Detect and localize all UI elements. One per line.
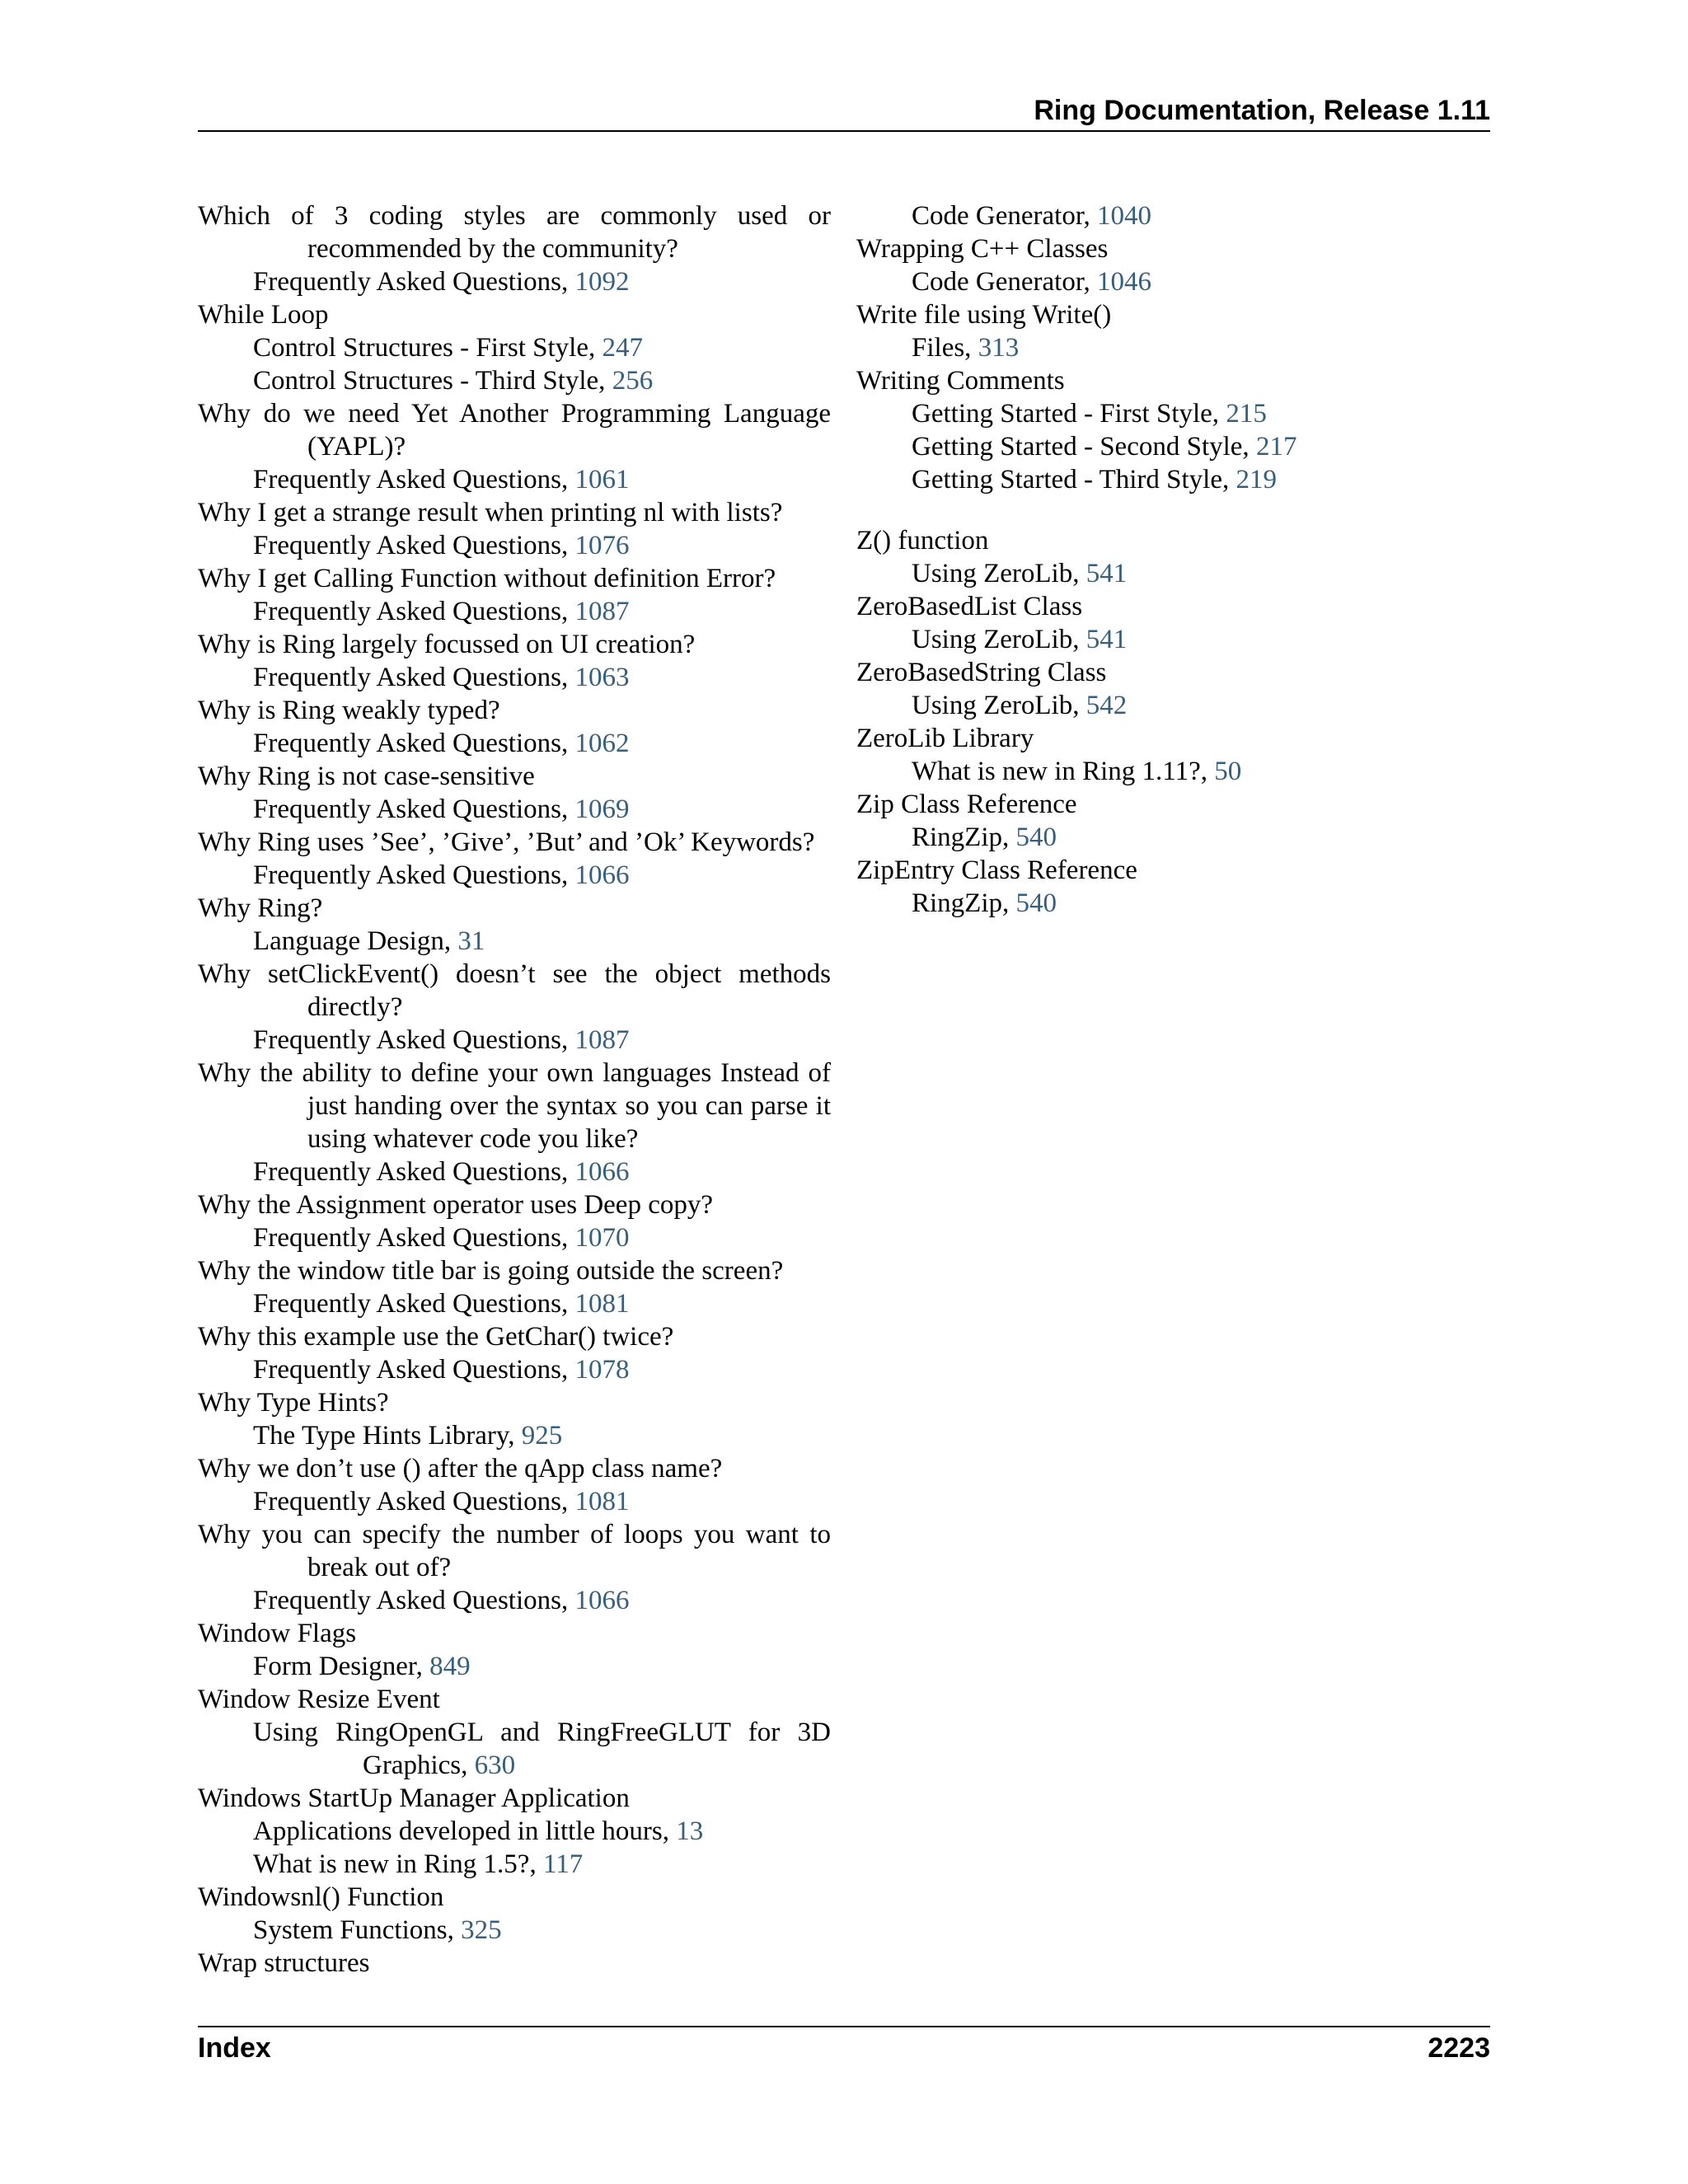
subentry-label: Code Generator, (912, 267, 1098, 297)
index-entry (198, 1254, 831, 1320)
subentry-label: Applications developed in little hours, (253, 1816, 677, 1846)
index-term: Why Ring uses ’See’, ’Give’, ’But’ and ’Ok’ Keywords? (198, 827, 815, 857)
index-term: Writing Comments (856, 366, 1065, 396)
index-term: Wrapping C++ Classes (856, 234, 1109, 264)
index-subentry (856, 265, 1490, 298)
page-reference-link[interactable]: 50 (1214, 757, 1242, 786)
index-term: Why I get Calling Function without definition Error? (198, 564, 776, 593)
page-reference-link[interactable]: 1062 (574, 729, 630, 758)
subentry-label: System Functions, (253, 1915, 462, 1945)
index-entry (856, 364, 1490, 496)
index-term: ZeroBasedList Class (856, 592, 1083, 621)
subentry-label: Files, (912, 333, 978, 363)
index-subentry (856, 397, 1490, 430)
index-entry (198, 760, 831, 826)
page-reference-link[interactable]: 13 (676, 1816, 704, 1846)
index-entry (198, 1452, 831, 1518)
document-title: Ring Documentation, Release 1.11 (1034, 95, 1490, 126)
index-term: Why the window title bar is going outside the screen? (198, 1256, 784, 1286)
index-entry (198, 1947, 831, 1980)
index-entry (198, 199, 831, 298)
letter-group-gap (856, 496, 1490, 524)
page-reference-link[interactable]: 541 (1085, 559, 1128, 588)
index-subentry (198, 925, 831, 958)
index-entry (198, 1617, 831, 1683)
index-entry (198, 1188, 831, 1254)
subentry-label: Frequently Asked Questions, (253, 1487, 575, 1516)
index-entry (856, 722, 1490, 788)
subentry-label: Frequently Asked Questions, (253, 1289, 575, 1319)
index-term: While Loop (198, 300, 329, 330)
index-entry (198, 562, 831, 628)
page-reference-link[interactable]: 1092 (574, 267, 630, 297)
subentry-label: Frequently Asked Questions, (253, 1223, 575, 1253)
index-subentry (198, 1155, 831, 1188)
page-reference-link[interactable]: 1063 (574, 663, 630, 692)
page-header (198, 91, 1490, 132)
index-term: Why this example use the GetChar() twice? (198, 1322, 674, 1352)
page-reference-link[interactable]: 1061 (574, 465, 630, 494)
page-reference-link[interactable]: 542 (1085, 691, 1128, 720)
page-reference-link[interactable]: 219 (1236, 465, 1278, 494)
subentry-label: Using ZeroLib, (912, 625, 1086, 654)
index-subentry (198, 1485, 831, 1518)
index-entry (198, 496, 831, 562)
subentry-label: Frequently Asked Questions, (253, 531, 575, 560)
index-subentry (198, 1024, 831, 1057)
index-subentry (198, 463, 831, 496)
index-subentry (198, 1287, 831, 1320)
page-reference-link[interactable]: 1066 (574, 1586, 630, 1615)
page-reference-link[interactable]: 1081 (574, 1487, 630, 1516)
page-reference-link[interactable]: 313 (978, 333, 1020, 363)
subentry-label: Control Structures - First Style, (253, 333, 603, 363)
index-term: Why Type Hints? (198, 1388, 389, 1418)
subentry-label: Frequently Asked Questions, (253, 597, 575, 626)
index-subentry (856, 623, 1490, 656)
index-term: Windowsnl() Function (198, 1882, 444, 1912)
index-term: Windows StartUp Manager Application (198, 1783, 630, 1813)
index-subentry (856, 755, 1490, 788)
subentry-label: Using RingOpenGL and RingFreeGLUT for 3D Graphics, (253, 1718, 831, 1780)
index-term: Why you can specify the number of loops you want to break out of? (198, 1520, 831, 1582)
index-entry (856, 199, 1490, 232)
subentry-label: Form Designer, (253, 1652, 430, 1681)
index-subentry (856, 689, 1490, 722)
subentry-label: Control Structures - Third Style, (253, 366, 612, 396)
index-term: Why setClickEvent() doesn’t see the object methods directly? (198, 959, 831, 1022)
page-reference-link[interactable]: 31 (457, 926, 485, 956)
index-subentry (198, 1848, 831, 1881)
page-reference-link[interactable]: 1078 (574, 1355, 630, 1385)
subentry-label: RingZip, (912, 823, 1016, 852)
subentry-label: Frequently Asked Questions, (253, 663, 575, 692)
index-entry (198, 826, 831, 892)
index-entry (856, 524, 1490, 590)
index-entry (198, 1518, 831, 1617)
subentry-label: Getting Started - First Style, (912, 399, 1226, 429)
index-subentry (198, 331, 831, 364)
index-subentry (198, 1221, 831, 1254)
subentry-label: Frequently Asked Questions, (253, 1586, 575, 1615)
page-reference-link[interactable]: 215 (1226, 399, 1267, 429)
index-subentry (198, 265, 831, 298)
index-term: Window Flags (198, 1619, 357, 1648)
subentry-label: Getting Started - Third Style, (912, 465, 1236, 494)
page-reference-link[interactable]: 1076 (574, 531, 630, 560)
index-term: Z() function (856, 526, 989, 555)
subentry-label: Frequently Asked Questions, (253, 860, 575, 890)
index-term: Why I get a strange result when printing nl with lists? (198, 498, 783, 527)
index-term: Why do we need Yet Another Programming Language (YAPL)? (198, 399, 831, 462)
index-entry (198, 694, 831, 760)
index-entry (198, 397, 831, 496)
index-entry (198, 1881, 831, 1947)
subentry-label: Language Design, (253, 926, 458, 956)
page-reference-link[interactable]: 1070 (574, 1223, 630, 1253)
index-entry (856, 590, 1490, 656)
footer-section: Index (198, 2032, 271, 2064)
index-subentry (856, 821, 1490, 854)
index-term: Why is Ring largely focussed on UI creation? (198, 630, 696, 659)
index-subentry (198, 1584, 831, 1617)
subentry-label: RingZip, (912, 888, 1016, 918)
index-subentry (198, 595, 831, 628)
subentry-label: Using ZeroLib, (912, 559, 1086, 588)
subentry-label: What is new in Ring 1.5?, (253, 1849, 543, 1879)
index-entry (856, 232, 1490, 298)
index-term: Write file using Write() (856, 300, 1112, 330)
index-subentry (198, 1815, 831, 1848)
subentry-label: Frequently Asked Questions, (253, 794, 575, 824)
subentry-label: Frequently Asked Questions, (253, 1157, 575, 1187)
subentry-label: Frequently Asked Questions, (253, 267, 575, 297)
index-entry (198, 1386, 831, 1452)
page-reference-link[interactable]: 1081 (574, 1289, 630, 1319)
index-term: ZeroBasedString Class (856, 658, 1107, 687)
subentry-label: Frequently Asked Questions, (253, 1355, 575, 1385)
page-footer (198, 2026, 1490, 2064)
index-column-left (198, 199, 831, 1980)
index-subentry (198, 364, 831, 397)
page-reference-link[interactable]: 541 (1085, 625, 1128, 654)
index-subentry (198, 529, 831, 562)
subentry-label: Frequently Asked Questions, (253, 1025, 575, 1055)
index-entry (198, 628, 831, 694)
subentry-label: Using ZeroLib, (912, 691, 1086, 720)
index-group-w (856, 199, 1490, 496)
page-reference-link[interactable]: 540 (1015, 823, 1057, 852)
index-subentry (198, 1419, 831, 1452)
index-subentry (198, 661, 831, 694)
index-subentry (198, 1914, 831, 1947)
index-subentry (198, 859, 831, 892)
page-reference-link[interactable]: 1069 (574, 794, 630, 824)
page-reference-link[interactable]: 1040 (1097, 201, 1152, 231)
index-subentry (856, 430, 1490, 463)
index-subentry (856, 463, 1490, 496)
index-entry (198, 1057, 831, 1188)
index-entry (198, 958, 831, 1057)
index-entry (198, 298, 831, 397)
index-term: Why Ring? (198, 893, 323, 923)
index-entry (198, 1782, 831, 1881)
index-subentry (856, 887, 1490, 920)
index-group-z (856, 524, 1490, 920)
index-term: ZipEntry Class Reference (856, 855, 1137, 885)
page-reference-link[interactable]: 1087 (574, 1025, 630, 1055)
page-reference-link[interactable]: 1066 (574, 860, 630, 890)
subentry-label: What is new in Ring 1.11?, (912, 757, 1215, 786)
page-reference-link[interactable]: 217 (1255, 432, 1297, 462)
page-reference-link[interactable]: 540 (1015, 888, 1057, 918)
index-term: Why we don’t use () after the qApp class name? (198, 1454, 723, 1483)
index-term: Why the ability to define your own languages Instead of just handing over the syntax so you can parse it using whatever code you like? (198, 1058, 831, 1154)
page-reference-link[interactable]: 849 (429, 1652, 471, 1681)
index-term: Zip Class Reference (856, 790, 1077, 819)
subentry-label: Frequently Asked Questions, (253, 729, 575, 758)
index-entry (856, 788, 1490, 854)
index-subentry (198, 793, 831, 826)
index-entry (198, 1683, 831, 1782)
index-term: Window Resize Event (198, 1685, 440, 1714)
index-term: ZeroLib Library (856, 724, 1034, 753)
index-entry (198, 892, 831, 958)
index-entry (856, 656, 1490, 722)
subentry-label: The Type Hints Library, (253, 1421, 522, 1451)
page-reference-link[interactable]: 1066 (574, 1157, 630, 1187)
page-reference-link[interactable]: 117 (542, 1849, 584, 1879)
index-subentry (198, 1353, 831, 1386)
index-subentry (856, 557, 1490, 590)
page-reference-link[interactable]: 247 (602, 333, 643, 363)
page-reference-link[interactable]: 630 (474, 1750, 516, 1780)
index-subentry (198, 1650, 831, 1683)
index-term: Wrap structures (198, 1948, 370, 1978)
index-term: Why is Ring weakly typed? (198, 696, 500, 725)
subentry-label: Getting Started - Second Style, (912, 432, 1256, 462)
page-reference-link[interactable]: 1046 (1097, 267, 1152, 297)
index-term: Which of 3 coding styles are commonly used or recommended by the community? (198, 201, 831, 264)
index-subentry (198, 727, 831, 760)
subentry-label: Frequently Asked Questions, (253, 465, 575, 494)
page-reference-link[interactable]: 1087 (574, 597, 630, 626)
index-entry (198, 1320, 831, 1386)
page-reference-link[interactable]: 325 (461, 1915, 502, 1945)
subentry-label: Code Generator, (912, 201, 1098, 231)
index-column-right (856, 199, 1490, 920)
page-reference-link[interactable]: 256 (612, 366, 654, 396)
page-number: 2223 (1428, 2032, 1490, 2064)
index-entry (856, 854, 1490, 920)
page-reference-link[interactable]: 925 (521, 1421, 563, 1451)
index-term: Why the Assignment operator uses Deep copy? (198, 1190, 714, 1220)
index-subentry (198, 1716, 831, 1782)
index-entry (856, 298, 1490, 364)
index-subentry (856, 199, 1490, 232)
index-subentry (856, 331, 1490, 364)
index-term: Why Ring is not case-sensitive (198, 762, 535, 791)
